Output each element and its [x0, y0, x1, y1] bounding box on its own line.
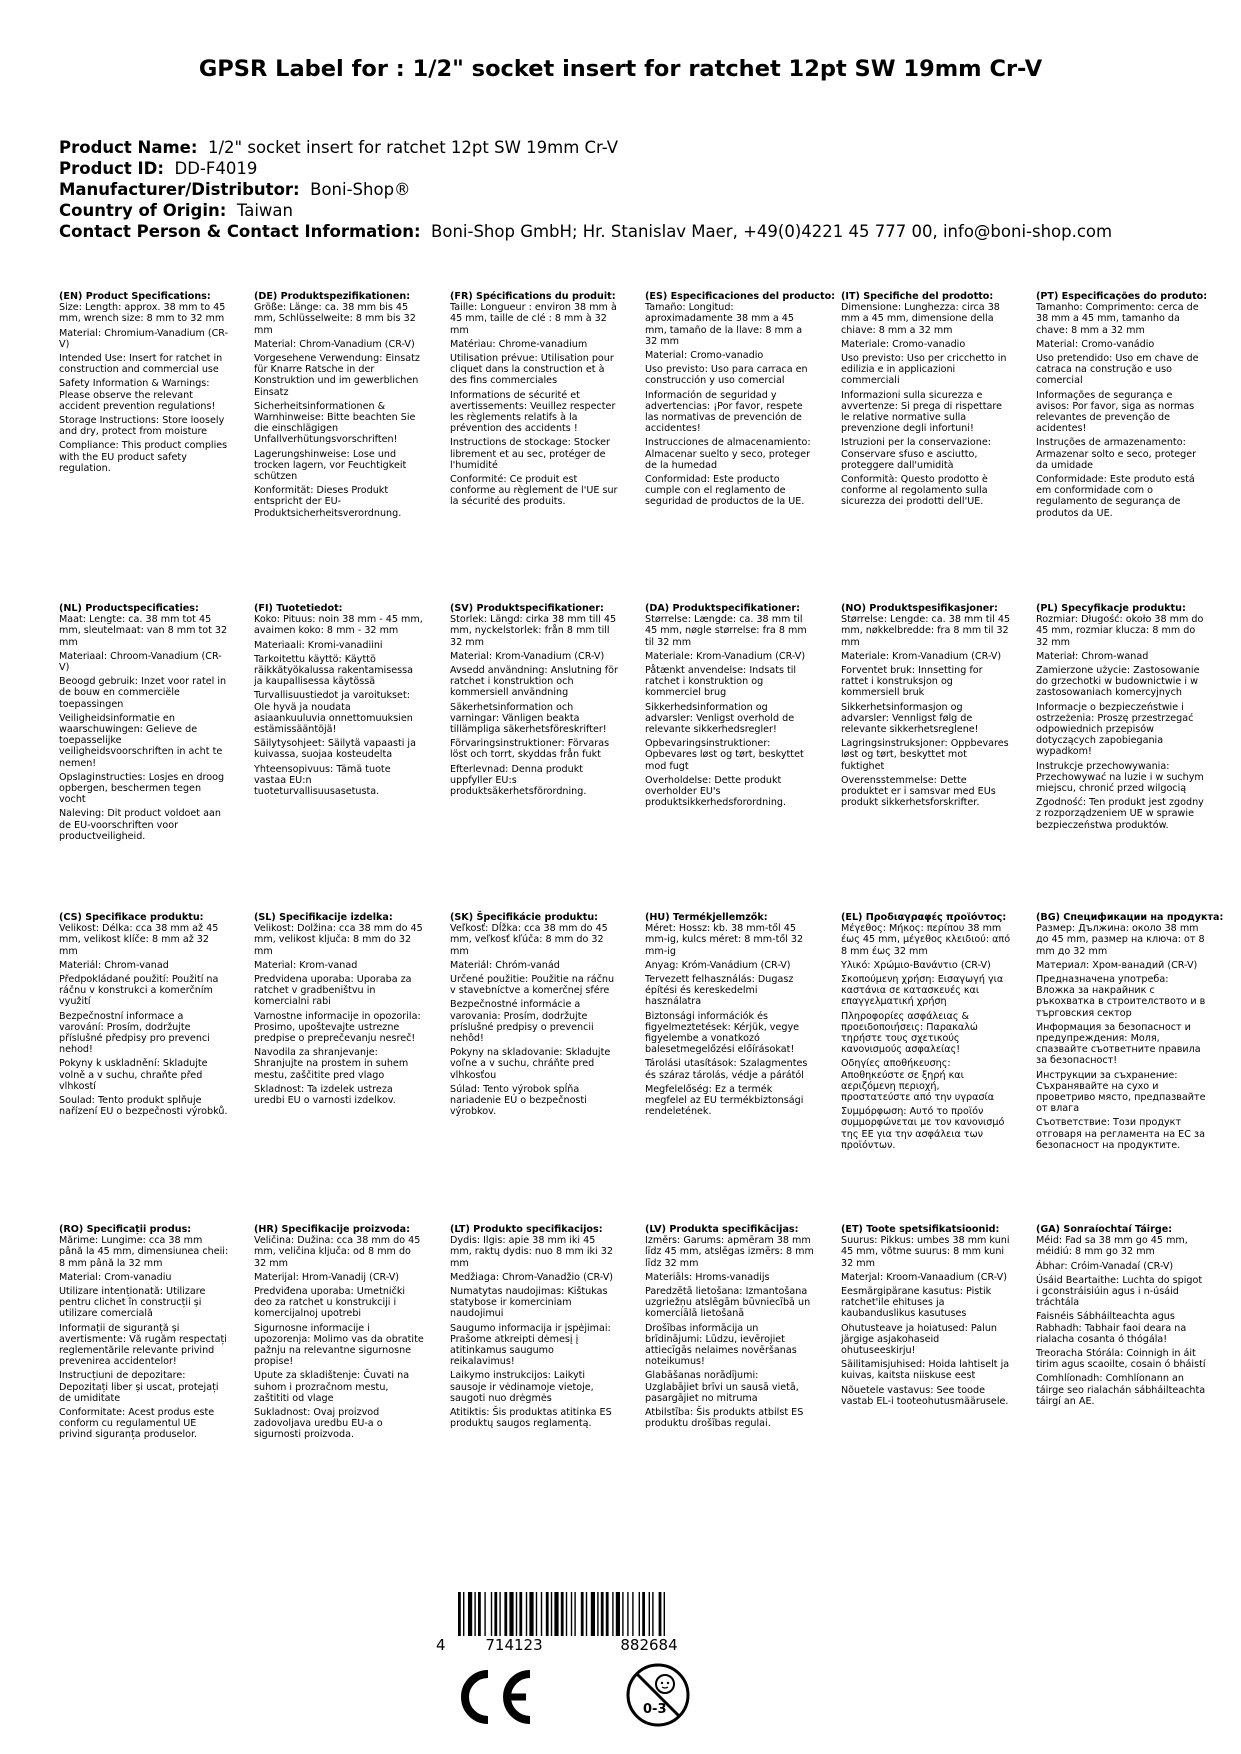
spec-line: Tamaño: Longitud: aproximadamente 38 mm a 45 mm, tamaño de la llave: 8 mm a 32 mm — [645, 302, 803, 347]
barcode-bar — [664, 1592, 665, 1636]
spec-line: Méid: Fad sa 38 mm go 45 mm, méidiú: 8 mm go 32 mm — [1036, 1235, 1188, 1258]
spec-line: Atbilstība: Šis produkts atbilst ES produktu drošības regulai. — [645, 1407, 804, 1430]
info-label: Manufacturer/Distributor: — [59, 180, 300, 199]
language-heading: (ES) Especificaciones del producto: — [645, 291, 836, 302]
language-block — [59, 1224, 229, 1444]
barcode-bar — [566, 1592, 567, 1636]
spec-line: Lagringsinstruksjoner: Oppbevares løst og tørt, beskyttet mot fuktighet — [841, 738, 1009, 772]
barcode-bar — [554, 1592, 558, 1636]
spec-line: Πληροφορίες ασφάλειας & προειδοποιήσεις: Παρακαλώ τηρήστε τους σχετικούς κανονισμούς ασφαλείας! — [841, 1010, 978, 1056]
spec-line: Size: Length: approx. 38 mm to 45 mm, wrench size: 8 mm to 32 mm — [59, 302, 226, 325]
spec-line: Tárolási utasítások: Szalagmentes és száraz tárolás, védje a párától — [645, 1058, 808, 1081]
spec-line: Upute za skladištenje: Čuvati na suhom i prozračnom mestu, zaštititi od vlage — [254, 1370, 410, 1404]
spec-line: Συμμόρφωση: Αυτό το προϊόν συμμορφώνεται με τον κανονισμό της ΕΕ για την ασφάλεια των προϊόντων. — [841, 1106, 1005, 1151]
spec-line: Material: Krom-Vanadium (CR-V) — [450, 650, 605, 662]
barcode-bar — [536, 1592, 537, 1636]
info-label: Product ID: — [59, 159, 164, 178]
barcode-bar — [509, 1592, 513, 1636]
ce-mark-icon — [452, 1668, 536, 1726]
spec-line: Vorgesehene Verwendung: Einsatz für Knarre Ratsche in der Konstruktion und im gewerblichen Einsatz — [254, 353, 420, 398]
info-row — [59, 137, 1112, 158]
language-block — [645, 1224, 815, 1432]
spec-line: Instrucciones de almacenamiento: Almacenar suelto y seco, proteger de la humedad — [645, 437, 811, 471]
barcode-bar — [652, 1592, 653, 1636]
spec-line: Conformidad: Este producto cumple con el reglamento de seguridad de productos de la UE. — [645, 474, 805, 508]
barcode-bar — [642, 1592, 645, 1636]
spec-line: Uso previsto: Uso per cricchetto in edilizia e in applicazioni commerciali — [841, 353, 1007, 387]
spec-line: Material: Krom-vanad — [254, 959, 358, 971]
spec-line: Σκοπούμενη χρήση: Εισαγωγή για καστάνια σε κατασκευές και επαγγελματική χρήση — [841, 974, 1004, 1008]
barcode-bar — [659, 1592, 662, 1636]
barcode-bar — [478, 1592, 481, 1636]
spec-line: Suurus: Pikkus: umbes 38 mm kuni 45 mm, võtme suurus: 8 mm kuni 32 mm — [841, 1235, 1010, 1269]
barcode-bar — [491, 1592, 492, 1636]
spec-line: Información de seguridad y advertencias: ¡Por favor, respete las normativas de prevención de accidentes! — [645, 389, 803, 435]
spec-line: Υλικό: Χρώμιο-Βανάντιο (CR-V) — [841, 959, 991, 971]
language-heading: (RO) Specificații produs: — [59, 1224, 192, 1235]
spec-line: Comhlíonadh: Comhlíonann an táirge seo rialachán sábháilteachta táirgí an AE. — [1036, 1373, 1206, 1407]
language-heading: (EL) Προδιαγραφές προϊόντος: — [841, 912, 1007, 923]
spec-line: Yhteensopivuus: Tämä tuote vastaa EU:n tuoteturvallisuusasetusta. — [254, 763, 391, 798]
barcode-bar — [622, 1592, 623, 1636]
barcode-bar — [463, 1592, 464, 1636]
barcode-bar — [529, 1592, 533, 1636]
info-value: 1/2" socket insert for ratchet 12pt SW 19mm Cr-V — [207, 138, 619, 157]
spec-line: Sukladnost: Ovaj proizvod zadovoljava uredbu EU-a o sigurnosti proizvoda. — [254, 1407, 383, 1441]
spec-line: Instrukcje przechowywania: Przechowywać na luzie i w suchym miejscu, chronić przed wilgocią — [1036, 760, 1204, 795]
language-block — [59, 291, 229, 477]
barcode-bar — [649, 1592, 650, 1636]
barcode-bar — [581, 1592, 584, 1636]
spec-line: Méret: Hossz: kb. 38 mm-től 45 mm-ig, kulcs méret: 8 mm-től 32 mm-ig — [645, 923, 804, 957]
spec-line: Tervezett felhasználás: Dugasz építési és kereskedelmi használatra — [645, 974, 794, 1008]
language-heading: (LT) Produkto specifikacijos: — [450, 1224, 603, 1235]
barcode-bar — [561, 1592, 564, 1636]
language-heading: (PL) Specyfikacje produktu: — [1036, 603, 1186, 614]
spec-line: Predviđena uporaba: Umetnički deo za ratchet u konstrukciji i komercijalnoj upotrebi — [254, 1286, 406, 1320]
language-block — [450, 1224, 620, 1432]
barcode-bar — [612, 1592, 613, 1636]
language-heading: (PT) Especificações do produto: — [1036, 291, 1208, 302]
spec-line: Safety Information & Warnings: Please observe the relevant accident prevention regulations! — [59, 378, 216, 412]
spec-line: Istruzioni per la conservazione: Conservare sfuso e asciutto, proteggere dall'umidità — [841, 437, 991, 471]
spec-line: Koko: Pituus: noin 38 mm - 45 mm, avaimen koko: 8 mm - 32 mm — [254, 614, 423, 637]
language-block — [450, 912, 620, 1120]
spec-line: Paredzētā lietošana: Izmantošana uzgriežņu atslēgām būvniecībā un komerciālā lietošanā — [645, 1286, 811, 1320]
spec-line: Conformitate: Acest produs este conform cu regulamentul UE privind siguranța produselor. — [59, 1407, 215, 1441]
spec-line: Compliance: This product complies with the EU product safety regulation. — [59, 440, 228, 474]
spec-line: Materiał: Chrom-wanad — [1036, 650, 1149, 662]
language-heading: (IT) Specifiche del prodotto: — [841, 291, 994, 302]
spec-line: Soulad: Tento produkt splňuje nařízení EU o bezpečnosti výrobků. — [59, 1095, 228, 1118]
spec-line: Velikost: Délka: cca 38 mm až 45 mm, velikost klíče: 8 mm až 32 mm — [59, 923, 219, 957]
info-row — [59, 179, 1112, 200]
barcode-bar — [597, 1592, 598, 1636]
spec-line: Οδηγίες αποθήκευσης: Αποθηκεύστε σε ξηρή και αεριζόμενη περιοχή, προστατεύστε από την υγρασία — [841, 1058, 995, 1104]
barcode-bar — [499, 1592, 500, 1636]
language-block — [1036, 912, 1224, 1154]
spec-line: Navodila za shranjevanje: Shranjujte na prostem in suhem mestu, zaščitite pred vlago — [254, 1047, 409, 1081]
spec-line: Matériau: Chrome-vanadium — [450, 338, 588, 350]
spec-line: Utilizare intenționată: Utilizare pentru clichet în construcții și utilizare comercială — [59, 1286, 206, 1320]
spec-line: Förvaringsinstruktioner: Förvaras löst och torrt, skyddas från fukt — [450, 738, 610, 761]
spec-line: Säilytysohjeet: Säilytä vapaasti ja kuivassa, suojaa kosteudelta — [254, 738, 416, 761]
spec-line: Säilitamisjuhised: Hoida lahtiselt ja kuivas, kaitsta niiskuse eest — [841, 1359, 1010, 1382]
spec-line: Uso previsto: Uso para carraca en construcción y uso comercial — [645, 364, 808, 387]
spec-line: Overholdelse: Dette produkt overholder EU's produktsikkerhedsforordning. — [645, 774, 787, 809]
language-heading: (NL) Productspecificaties: — [59, 603, 199, 614]
spec-line: Størrelse: Længde: ca. 38 mm til 45 mm, nøgle størrelse: fra 8 mm til 32 mm — [645, 614, 807, 648]
spec-line: Materiale: Cromo-vanadio — [841, 338, 966, 350]
spec-line: Materijal: Hrom-Vanadij (CR-V) — [254, 1271, 400, 1283]
spec-line: Размер: Дължина: около 38 mm до 45 mm, размер на ключа: от 8 mm до 32 mm — [1036, 923, 1205, 957]
spec-line: Dimensione: Lunghezza: circa 38 mm a 45 mm, dimensione della chiave: 8 mm a 32 mm — [841, 302, 1000, 336]
spec-line: Bezpečnostné informácie a varovania: Prosím, dodržujte príslušné predpisy o prevencii nehôd! — [450, 999, 594, 1045]
age-warning-0-3-icon — [625, 1662, 691, 1728]
language-heading: (LV) Produkta specifikācijas: — [645, 1224, 799, 1235]
spec-line: Materiaali: Kromi-vanadiini — [254, 639, 383, 651]
spec-line: Informations de sécurité et avertissements: Veuillez respecter les règlements relatifs à la prévention des accidents ! — [450, 389, 616, 435]
spec-line: Material: Chromium-Vanadium (CR-V) — [59, 327, 229, 350]
spec-line: Nõuetele vastavus: See toode vastab EL-i tooteohutusmäärusele. — [841, 1384, 1009, 1407]
spec-line: Material: Crom-vanadiu — [59, 1271, 172, 1283]
spec-line: Material: Cromo-vanadio — [645, 350, 764, 362]
language-block — [450, 603, 620, 800]
barcode-bar — [458, 1592, 461, 1636]
spec-line: Zgodność: Ten produkt jest zgodny z rozporządzeniem UE w sprawie bezpieczeństwa produktów. — [1036, 797, 1204, 831]
language-block — [1036, 603, 1206, 834]
age-label: 0-3 — [643, 1702, 667, 1717]
spec-line: Ohutusteave ja hoiatused: Palun järgige asjakohaseid ohutuseeskirju! — [841, 1322, 997, 1357]
language-block — [841, 603, 1011, 811]
info-value: Taiwan — [236, 201, 293, 220]
spec-line: Predvidena uporaba: Uporaba za ratchet v gradbeništvu in komercialni rabi — [254, 974, 412, 1008]
spec-line: Instructions de stockage: Stocker librement et au sec, protéger de l'humidité — [450, 437, 610, 471]
spec-line: Storage Instructions: Store loosely and dry, protect from moisture — [59, 415, 225, 438]
spec-line: Materiāls: Hroms-vanadijs — [645, 1271, 770, 1283]
language-heading: (CS) Specifikace produktu: — [59, 912, 204, 923]
spec-line: Materiál: Chróm-vanád — [450, 959, 560, 971]
spec-line: Materiale: Krom-Vanadium (CR-V) — [645, 650, 806, 662]
spec-line: Informații de siguranță și avertismente: Vă rugăm respectați reglementările relevante privind prevenirea accidentelor! — [59, 1322, 227, 1368]
spec-line: Overensstemmelse: Dette produktet er i samsvar med EUs produkt sikkerhetsforskrifter. — [841, 774, 996, 809]
spec-line: Material: Cromo-vanádio — [1036, 338, 1155, 350]
language-block — [59, 603, 229, 845]
spec-line: Medžiaga: Chrom-Vanadžio (CR-V) — [450, 1271, 614, 1283]
spec-line: Pokyny na skladovanie: Skladujte voľne a v suchu, chráňte pred vlhkosťou — [450, 1047, 611, 1081]
spec-line: Předpokládané použití: Použití na ráčnu v konstrukci a komerčním využití — [59, 974, 219, 1008]
spec-line: Opbevaringsinstruktioner: Opbevares løst og tørt, beskyttet mod fugt — [645, 738, 804, 772]
language-heading: (HU) Termékjellemzők: — [645, 912, 768, 923]
spec-line: Taille: Longueur : environ 38 mm à 45 mm, taille de clé : 8 mm à 32 mm — [450, 302, 617, 336]
language-heading: (DE) Produktspezifikationen: — [254, 291, 411, 302]
spec-line: Laikymo instrukcijos: Laikyti sausoje ir vėdinamoje vietoje, saugoti nuo drėgmės — [450, 1370, 594, 1404]
language-heading: (BG) Спецификации на продукта: — [1036, 912, 1224, 923]
spec-line: Opslaginstructies: Losjes en droog opbergen, beschermen tegen vocht — [59, 771, 225, 806]
language-block — [645, 912, 815, 1120]
language-block — [645, 291, 836, 511]
spec-line: Veiligheidsinformatie en waarschuwingen: Gelieve de toepasselijke veiligheidsvoorschriften in acht te nemen! — [59, 712, 223, 769]
barcode-bar — [601, 1592, 604, 1636]
spec-line: Turvallisuustiedot ja varoitukset: Ole hyvä ja noudata asiaankuuluvia onnettomuuksien estämissääntöjä! — [254, 690, 413, 736]
barcode-bar — [494, 1592, 497, 1636]
barcode-bar — [551, 1592, 552, 1636]
spec-line: Drošības informācija un brīdinājumi: Lūdzu, ievērojiet attiecīgās nelaimes novēršanas noteikumus! — [645, 1322, 797, 1368]
barcode-bar — [571, 1592, 572, 1636]
barcode-bar — [606, 1592, 609, 1636]
spec-line: Pokyny k uskladnění: Skladujte volně a v suchu, chraňte před vlhkostí — [59, 1058, 208, 1092]
barcode-bar — [591, 1592, 595, 1636]
spec-line: Avsedd användning: Anslutning för ratchet i konstruktion och kommersiell användning — [450, 665, 618, 699]
barcode-bar — [546, 1592, 549, 1636]
barcode-bar — [484, 1592, 485, 1636]
spec-line: Съответствие: Този продукт отговаря на регламента на ЕС за безопасност на продуктите. — [1036, 1117, 1205, 1151]
spec-line: Konformität: Dieses Produkt entspricht der EU-Produktsicherheitsverordnung. — [254, 485, 402, 519]
spec-line: Tarkoitettu käyttö: Käyttö räikkätyökalussa rakentamisessa ja kaupallisessa käytössä — [254, 653, 414, 688]
barcode-bar — [504, 1592, 507, 1636]
language-block — [59, 912, 229, 1120]
spec-line: Sigurnosne informacije i upozorenja: Molimo vas da obratite pažnju na relevantne sigurnosne propise! — [254, 1322, 424, 1368]
spec-line: Forventet bruk: Innsetting for rattet i konstruksjon og kommersiell bruk — [841, 665, 983, 699]
language-block — [841, 1224, 1011, 1410]
spec-line: Sicherheitsinformationen & Warnhinweise: Bitte beachten Sie die einschlägigen Unfallverhütungsvorschriften! — [254, 400, 416, 446]
barcode-bar — [632, 1592, 633, 1636]
language-heading: (FI) Tuotetiedot: — [254, 603, 343, 614]
spec-line: Instruções de armazenamento: Armazenar solto e seco, proteger da umidade — [1036, 437, 1197, 471]
spec-line: Efterlevnad: Denna produkt uppfyller EU:s produktsäkerhetsförordning. — [450, 763, 587, 798]
barcode-right-digits: 882684 — [620, 1636, 678, 1654]
info-value: Boni-Shop GmbH; Hr. Stanislav Maer, +49(0)4221 45 777 00, info@boni-shop.com — [431, 222, 1113, 241]
spec-line: Zamierzone użycie: Zastosowanie do grzechotki w budownictwie i w zastosowaniach komercyjnych — [1036, 665, 1200, 699]
spec-line: Conformidade: Este produto está em conformidade com o regulamento de segurança de produtos da UE. — [1036, 474, 1195, 519]
language-heading: (NO) Produktspesifikasjoner: — [841, 603, 998, 614]
spec-line: Информация за безопасност и предупреждения: Моля, спазвайте съответните правила за безопасност! — [1036, 1021, 1201, 1067]
language-block — [254, 603, 424, 800]
spec-line: Treoracha Stórála: Coinnigh in áit tirim agus scaoilte, cosain ó bháistí — [1036, 1348, 1206, 1371]
barcode-bar — [526, 1592, 527, 1636]
spec-line: Faisnéis Sábháilteachta agus Rabhadh: Tabhair faoi deara na rialacha cosanta ó thógála! — [1036, 1311, 1187, 1345]
language-block — [254, 1224, 424, 1444]
language-block — [1036, 1224, 1206, 1410]
barcode-left-digit: 4 — [436, 1636, 446, 1654]
spec-line: Material: Chrom-Vanadium (CR-V) — [254, 338, 415, 350]
spec-line: Conformità: Questo prodotto è conforme al regolamento sulla sicurezza dei prodotti dell'UE. — [841, 474, 988, 508]
language-heading: (HR) Specifikacije proizvoda: — [254, 1224, 410, 1235]
spec-line: Anyag: Króm-Vanádium (CR-V) — [645, 959, 791, 971]
barcode-bar — [616, 1592, 620, 1636]
spec-line: Instrucțiuni de depozitare: Depozitați liber și uscat, protejați de umiditate — [59, 1370, 219, 1404]
info-label: Country of Origin: — [59, 201, 227, 220]
product-info — [59, 137, 1112, 242]
barcode-mid-digits: 714123 — [485, 1636, 543, 1654]
language-block — [1036, 291, 1206, 522]
spec-line: Materiale: Krom-Vanadium (CR-V) — [841, 650, 1002, 662]
spec-line: Lagerungshinweise: Lose und trocken lagern, vor Feuchtigkeit schützen — [254, 448, 407, 483]
barcode-bar — [627, 1592, 628, 1636]
spec-line: Sikkerhedsinformation og advarsler: Venligst overhold de relevante sikkerhedsregler! — [645, 701, 795, 736]
spec-line: Materjal: Kroom-Vanaadium (CR-V) — [841, 1271, 1007, 1283]
barcode-bar — [639, 1592, 640, 1636]
info-row — [59, 158, 1112, 179]
spec-line: Μέγεθος: Μήκος: περίπου 38 mm έως 45 mm, μέγεθος κλειδιού: από 8 mm έως 32 mm — [841, 923, 1011, 957]
barcode-bar — [586, 1592, 587, 1636]
spec-line: Rozmiar: Długość: około 38 mm do 45 mm, rozmiar klucza: 8 mm do 32 mm — [1036, 614, 1204, 648]
spec-line: Größe: Länge: ca. 38 mm bis 45 mm, Schlüsselweite: 8 mm bis 32 mm — [254, 302, 416, 336]
spec-line: Velikost: Dolžina: cca 38 mm do 45 mm, velikost ključa: 8 mm do 32 mm — [254, 923, 423, 957]
barcode-bar — [541, 1592, 542, 1636]
spec-line: Atitiktis: Šis produktas atitinka ES produktų saugos reglamentą. — [450, 1407, 612, 1430]
language-block — [450, 291, 620, 511]
barcode-bar — [519, 1592, 522, 1636]
barcode-bar — [474, 1592, 475, 1636]
spec-line: Skladnost: Ta izdelek ustreza uredbi EU o varnosti izdelkov. — [254, 1083, 396, 1107]
spec-line: Súlad: Tento výrobok spĺňa nariadenie EÚ o bezpečnosti výrobkov. — [450, 1083, 587, 1118]
spec-line: Určené použitie: Použitie na ráčnu v stavebníctve a komerčnej sfére — [450, 974, 615, 997]
info-label: Product Name: — [59, 138, 198, 157]
spec-line: Naleving: Dit product voldoet aan de EU-voorschriften voor productveiligheid. — [59, 808, 221, 842]
spec-line: Materiaal: Chroom-Vanadium (CR-V) — [59, 650, 222, 674]
barcode-icon — [436, 1592, 756, 1654]
spec-line: Informazioni sulla sicurezza e avvertenze: Si prega di rispettare le relative normative sulla prevenzione degli infortuni! — [841, 389, 1003, 435]
spec-line: Beoogd gebruik: Inzet voor ratel in de bouw en commerciële toepassingen — [59, 676, 227, 710]
language-heading: (EN) Product Specifications: — [59, 291, 211, 302]
barcode-bar — [574, 1592, 575, 1636]
spec-line: Uso pretendido: Uso em chave de catraca na construção e uso comercial — [1036, 353, 1199, 387]
spec-line: Maat: Lengte: ca. 38 mm tot 45 mm, sleutelmaat: van 8 mm tot 32 mm — [59, 614, 228, 648]
spec-line: Saugumo informacija ir įspėjimai: Prašome atkreipti dėmesį į atitinkamus saugumo reikalavimus! — [450, 1322, 611, 1368]
barcode-bar — [516, 1592, 517, 1636]
spec-line: Conformité: Ce produit est conforme au règlement de l'UE sur la sécurité des produits. — [450, 474, 618, 508]
spec-line: Tamanho: Comprimento: cerca de 38 mm a 45 mm, tamanho da chave: 8 mm a 32 mm — [1036, 302, 1199, 336]
spec-line: Veľkosť: Dĺžka: cca 38 mm do 45 mm, veľkosť kľúča: 8 mm do 32 mm — [450, 923, 608, 957]
language-block — [254, 291, 424, 522]
spec-line: Utilisation prévue: Utilisation pour cliquet dans la construction et à des fins commerciales — [450, 353, 614, 387]
info-row — [59, 200, 1112, 221]
info-value: DD-F4019 — [174, 159, 258, 178]
language-heading: (DA) Produktspecifikationer: — [645, 603, 800, 614]
language-heading: (SV) Produktspecifikationer: — [450, 603, 604, 614]
language-heading: (SK) Špecifikácie produktu: — [450, 912, 599, 923]
language-block — [841, 912, 1011, 1154]
spec-line: Størrelse: Lengde: ca. 38 mm til 45 mm, nøkkelbredde: fra 8 mm til 32 mm — [841, 614, 1011, 648]
language-heading: (SL) Specifikacije izdelka: — [254, 912, 393, 923]
spec-line: Varnostne informacije in opozorila: Prosimo, upoštevajte ustrezne predpise o preprečevanju nesreč! — [254, 1010, 421, 1045]
language-heading: (GA) Sonraíochtaí Táirge: — [1036, 1224, 1173, 1235]
spec-line: Dydis: Ilgis: apie 38 mm iki 45 mm, raktų dydis: nuo 8 mm iki 32 mm — [450, 1235, 613, 1269]
spec-line: Ábhar: Cróim-Vanadaí (CR-V) — [1036, 1260, 1174, 1272]
language-heading: (FR) Spécifications du produit: — [450, 291, 616, 302]
spec-line: Materiál: Chrom-vanad — [59, 959, 169, 971]
spec-line: Glabāšanas norādījumi: Uzglabājiet brīvi un sausā vietā, pasargājiet no mitruma — [645, 1370, 799, 1404]
info-label: Contact Person & Contact Information: — [59, 222, 421, 241]
spec-line: Izmērs: Garums: apmēram 38 mm līdz 45 mm, atslēgas izmērs: 8 mm līdz 32 mm — [645, 1235, 814, 1269]
spec-line: Материал: Хром-ванадий (CR-V) — [1036, 959, 1198, 971]
spec-line: Intended Use: Insert for ratchet in construction and commercial use — [59, 353, 223, 376]
language-block — [645, 603, 815, 811]
language-block — [841, 291, 1011, 511]
info-value: Boni-Shop® — [310, 180, 411, 199]
spec-line: Предназначена употреба: Вложка за накрайник с ръкохватка в строителството и в търговския сектор — [1036, 974, 1206, 1019]
language-block — [254, 912, 424, 1109]
spec-line: Numatytas naudojimas: Kištukas statybose ir komerciniam naudojimui — [450, 1286, 608, 1320]
spec-line: Veličina: Dužina: cca 38 mm do 45 mm, veličina ključa: od 8 mm do 32 mm — [254, 1235, 421, 1269]
spec-line: Bezpečnostní informace a varování: Prosím, dodržujte příslušné předpisy pro prevenci nehod! — [59, 1010, 210, 1056]
page-title: GPSR Label for : 1/2" socket insert for ratchet 12pt SW 19mm Cr-V — [198, 56, 1043, 82]
spec-line: Úsáid Beartaithe: Luchta do spigot i gconstráisiúin agus i n-úsáid tráchtála — [1036, 1274, 1203, 1309]
language-heading: (ET) Toote spetsifikatsioonid: — [841, 1224, 1000, 1235]
spec-line: Informações de segurança e avisos: Por favor, siga as normas relevantes de prevenção de acidentes! — [1036, 389, 1195, 435]
spec-line: Storlek: Längd: cirka 38 mm till 45 mm, nyckelstorlek: från 8 mm till 32 mm — [450, 614, 617, 648]
spec-line: Инструкции за съхранение: Съхранявайте на сухо и проветриво място, предпазвайте от влага — [1036, 1069, 1206, 1115]
spec-line: Megfelelőség: Ez a termék megfelel az EU termékbiztonsági rendeletének. — [645, 1083, 804, 1118]
spec-line: Biztonsági információk és figyelmeztetések: Kérjük, vegye figyelembe a vonatkozó balesetmegelőzési előírásokat! — [645, 1010, 800, 1056]
spec-line: Påtænkt anvendelse: Indsats til ratchet i konstruktion og kommerciel brug — [645, 665, 797, 699]
barcode-bar — [468, 1592, 472, 1636]
spec-line: Eesmärgipärane kasutus: Pistik ratchet'ile ehituses ja kaubanduslikus kasutuses — [841, 1286, 992, 1320]
spec-line: Säkerhetsinformation och varningar: Vänligen beakta tillämpliga säkerhetsföreskrifter! — [450, 701, 607, 736]
spec-line: Sikkerhetsinformasjon og advarsler: Vennligst følg de relevante sikkerhetsreglene! — [841, 701, 979, 736]
info-row — [59, 221, 1112, 242]
spec-line: Mărime: Lungime: cca 38 mm până la 45 mm, dimensiunea cheii: 8 mm până la 32 mm — [59, 1235, 229, 1269]
spec-line: Informacje o bezpieczeństwie i ostrzeżenia: Proszę przestrzegać odpowiednich przepisów dotyczących zapobiegania wypadkom! — [1036, 701, 1194, 758]
